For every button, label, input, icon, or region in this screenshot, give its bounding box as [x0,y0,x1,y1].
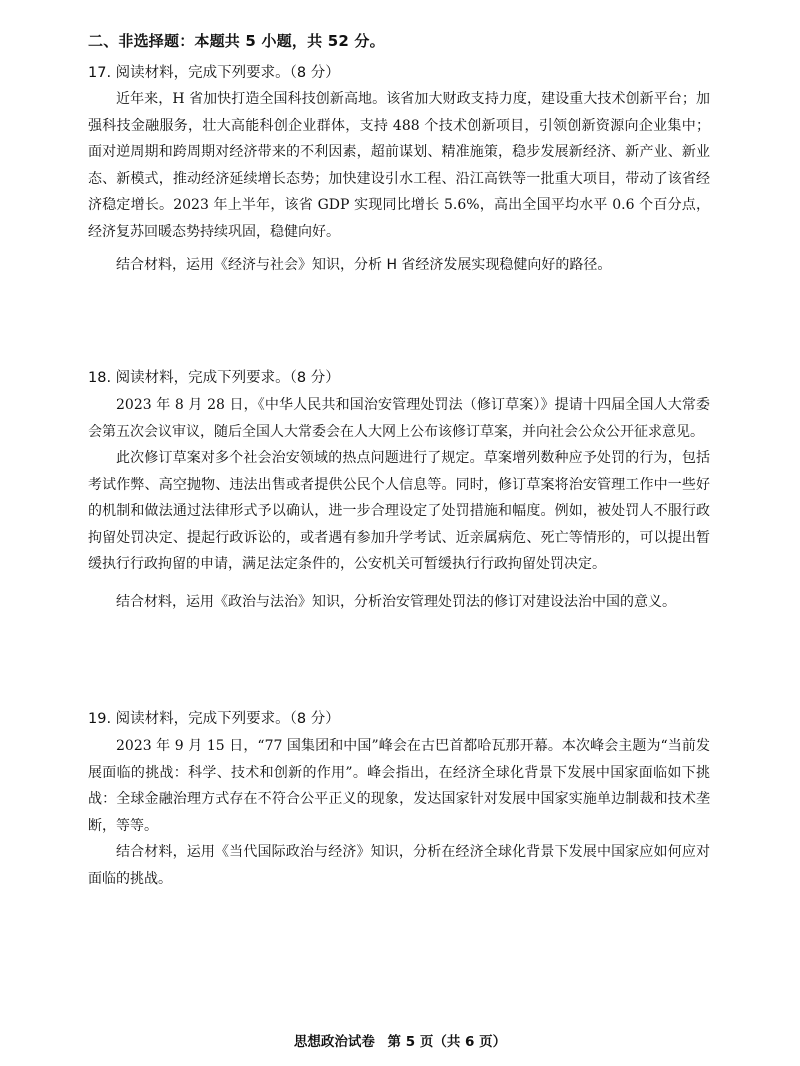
question-18-material-2: 此次修订草案对多个社会治安领域的热点问题进行了规定。草案增列数种应予处罚的行为，包括考试作弊、高空抛物、违法出售或者提供公民个人信息等。同时，修订草案将治安管理工作中一些好的机制和做法通过法律形式予以确认，进一步合理设定了处罚措施和幅度。例如，被处罚人不服行政拘留处罚决定、提起行政诉讼的，或者遇有参加升学考试、近亲属病危、死亡等情形的，可以提出暂缓执行行政拘留的申请，满足法定条件的，公安机关可暂缓执行行政拘留处罚决定。 [88,450,710,573]
section-title: 二、非选择题：本题共 5 小题，共 52 分。 [88,32,385,50]
question-17-task: 结合材料，运用《经济与社会》知识，分析 H 省经济发展实现稳健向好的路径。 [116,257,612,273]
page-footer [0,1030,800,1050]
question-18-task: 结合材料，运用《政治与法治》知识，分析治安管理处罚法的修订对建设法治中国的意义。 [116,594,676,610]
question-17-material: 近年来，H 省加快打造全国科技创新高地。该省加大财政支持力度，建设重大技术创新平台；加强科技金融服务，壮大高能科创企业群体，支持 488 个技术创新项目，引领创新资源向企业集中；面对逆周期和跨周期对经济带来的不利因素，超前谋划、精准施策，稳步发展新经济、新产业、新业态、新模式，推动经济延续增长态势；加快建设引水工程、沿江高铁等一批重大项目，带动了该省经济稳定增长。2023 年上半年，该省 GDP 实现同比增长 5.6%，高出全国平均水平 0.6 个百分点，经济复苏回暖态势持续巩固，稳健向好。 [88,91,710,240]
question-17-heading: 17. 阅读材料，完成下列要求。（8 分） [88,65,340,81]
question-19-material: 2023 年 9 月 15 日，“77 国集团和中国”峰会在古巴首都哈瓦那开幕。本次峰会主题为“当前发展面临的挑战：科学、技术和创新的作用”。峰会指出，在经济全球化背景下发展中国家面临如下挑战：全球金融治理方式存在不符合公平正义的现象，发达国家针对发展中国家实施单边制裁和技术垄断，等等。 [88,738,710,834]
question-18-material-1: 2023 年 8 月 28 日，《中华人民共和国治安管理处罚法（修订草案）》提请十四届全国人大常委会第五次会议审议，随后全国人大常委会在人大网上公布该修订草案，并向社会公众公开征求意见。 [88,397,710,440]
question-19-heading: 19. 阅读材料，完成下列要求。（8 分） [88,711,340,727]
question-19-task: 结合材料，运用《当代国际政治与经济》知识，分析在经济全球化背景下发展中国家应如何应对面临的挑战。 [88,844,710,887]
footer-subject: 思想政治试卷 [293,1034,375,1050]
footer-page-number: 第 5 页（共 6 页） [387,1034,507,1050]
question-18-heading: 18. 阅读材料，完成下列要求。（8 分） [88,370,340,386]
